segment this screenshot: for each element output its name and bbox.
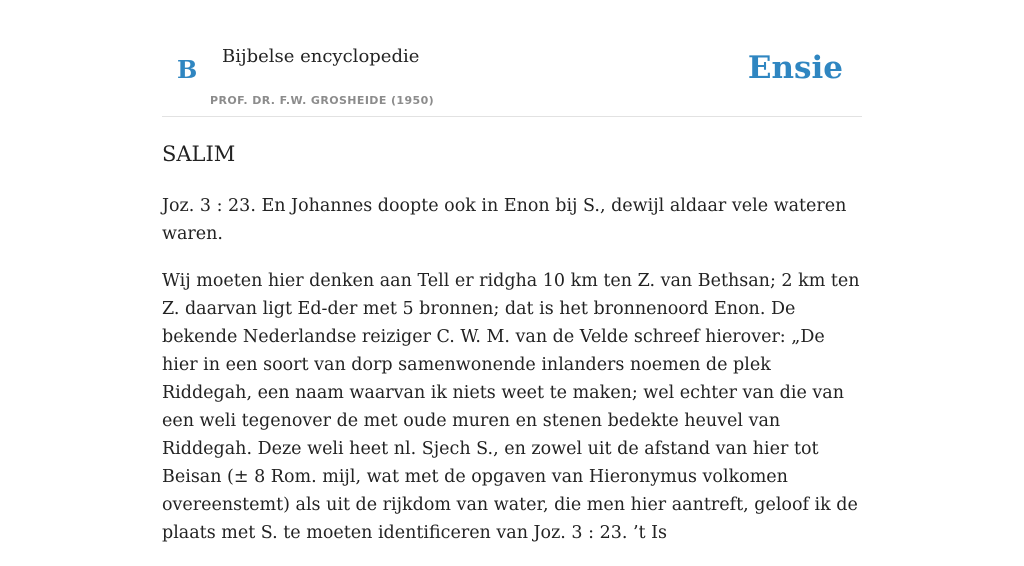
entry-body [162,192,862,566]
encyclopedia-author: PROF. DR. F.W. GROSHEIDE (1950) [210,94,435,107]
entry-paragraph: Joz. 3 : 23. En Johannes doopte ook in Enon bij S., dewijl aldaar vele wateren waren. [162,196,847,244]
site-header [162,0,862,117]
ensie-brand-logo[interactable]: Ensie [747,50,843,86]
entry-paragraph: Wij moeten hier denken aan Tell er ridgha 10 km ten Z. van Bethsan; 2 km ten Z. daarvan ligt Ed-der met 5 bronnen; dat is het bronnenoord Enon. De bekende Nederlandse reiziger C. W. M. van de Velde schreef hierover: „De hier in een soort van dorp samenwonende inlanders noemen de plek Riddegah, een naam waarvan ik niets weet te maken; wel echter van die van een weli tegenover de met oude muren en stenen bedekte heuvel van Riddegah. Deze weli heet nl. Sjech S., en zowel uit de afstand van hier tot Beisan (± 8 Rom. mijl, wat met de opgaven van Hieronymus volkomen overeenstemt) als uit de rijkdom van water, die men hier aantreft, geloof ik de plaats met S. te moeten identificeren van Joz. 3 : 23. ’t Is [162,271,860,543]
encyclopedia-title-link[interactable]: Bijbelse encyclopedie [222,46,420,67]
entry-title: SALIM [162,142,236,166]
encyclopedia-logo-letter[interactable]: B [177,55,198,84]
